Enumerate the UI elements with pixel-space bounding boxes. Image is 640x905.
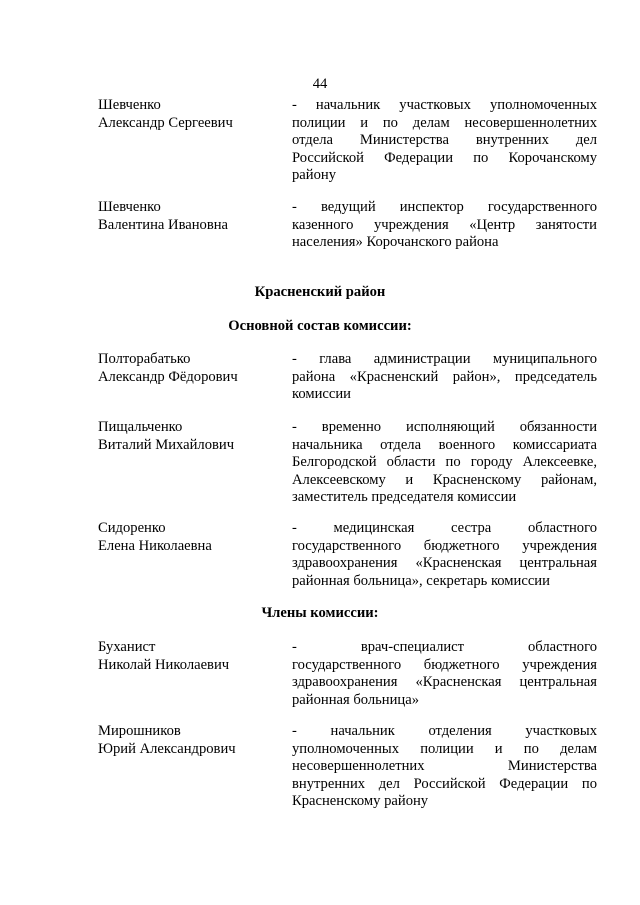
given-names: Валентина Ивановна	[98, 216, 229, 233]
role-line: несовершеннолетних Министерства	[292, 758, 597, 774]
surname: Сидоренко	[98, 520, 166, 536]
role-line: Алексеевскому и Красненскому районам,	[292, 471, 597, 488]
person-name	[98, 351, 278, 386]
role-line: Красненскому району	[292, 793, 429, 809]
person-name	[98, 723, 278, 758]
person-role	[292, 97, 597, 185]
given-names: Юрий Александрович	[98, 740, 236, 757]
page-number: 44	[312, 76, 328, 92]
surname: Полторабатько	[98, 351, 191, 367]
role-line: внутренних дел Российской Федерации по	[292, 775, 597, 792]
role-line: казенного учреждения «Центр занятости	[292, 216, 597, 233]
role-line: отдела Министерства внутренних дел	[292, 132, 597, 148]
role-line: комиссии	[292, 386, 351, 402]
role-line: полиции и по делам несовершеннолетних	[292, 114, 597, 131]
members-heading: Члены комиссии:	[261, 605, 379, 621]
role-line: - ведущий инспектор государственного	[292, 199, 597, 215]
person-name	[98, 97, 278, 132]
given-names: Николай Николаевич	[98, 656, 230, 673]
surname: Шевченко	[98, 199, 161, 215]
person-role	[292, 639, 597, 709]
role-line: заместитель председателя комиссии	[292, 489, 517, 505]
person-name	[98, 199, 278, 234]
person-role	[292, 520, 597, 590]
district-heading: Красненский район	[254, 284, 386, 300]
person-role	[292, 723, 597, 811]
main-composition-heading: Основной состав комиссии:	[228, 318, 412, 334]
role-line: - медицинская сестра областного	[292, 520, 597, 536]
given-names: Виталий Михайлович	[98, 436, 235, 453]
role-line: районная больница»	[292, 691, 420, 708]
role-line: - начальник участковых уполномоченных	[292, 97, 597, 113]
role-line: - временно исполняющий обязанности	[292, 419, 597, 435]
role-line: здравоохранения «Красненская центральная	[292, 555, 597, 571]
role-line: - глава администрации муниципального	[292, 351, 597, 367]
role-line: - начальник отделения участковых	[292, 723, 597, 739]
role-line: Российской Федерации по Корочанскому	[292, 149, 597, 166]
role-line: Белгородской области по городу Алексеевке,	[292, 454, 597, 470]
person-role	[292, 419, 597, 507]
role-line: уполномоченных полиции и по делам	[292, 740, 597, 757]
person-name	[98, 419, 278, 454]
surname: Буханист	[98, 639, 156, 655]
person-role	[292, 199, 597, 252]
role-line: здравоохранения «Красненская центральная	[292, 674, 597, 690]
person-name	[98, 520, 278, 555]
role-line: району	[292, 167, 336, 183]
role-line: государственного бюджетного учреждения	[292, 537, 597, 554]
role-line: района «Красненский район», председатель	[292, 368, 597, 385]
given-names: Александр Сергеевич	[98, 114, 233, 131]
person-name	[98, 639, 278, 674]
person-role	[292, 351, 597, 404]
given-names: Александр Фёдорович	[98, 368, 238, 385]
role-line: начальника отдела военного комиссариата	[292, 436, 597, 453]
role-line: районная больница», секретарь комиссии	[292, 572, 550, 589]
role-line: населения» Корочанского района	[292, 234, 499, 250]
surname: Пищальченко	[98, 419, 183, 435]
surname: Мирошников	[98, 723, 181, 739]
role-line: государственного бюджетного учреждения	[292, 656, 597, 673]
surname: Шевченко	[98, 97, 161, 113]
given-names: Елена Николаевна	[98, 537, 212, 554]
role-line: - врач-специалист областного	[292, 639, 597, 655]
